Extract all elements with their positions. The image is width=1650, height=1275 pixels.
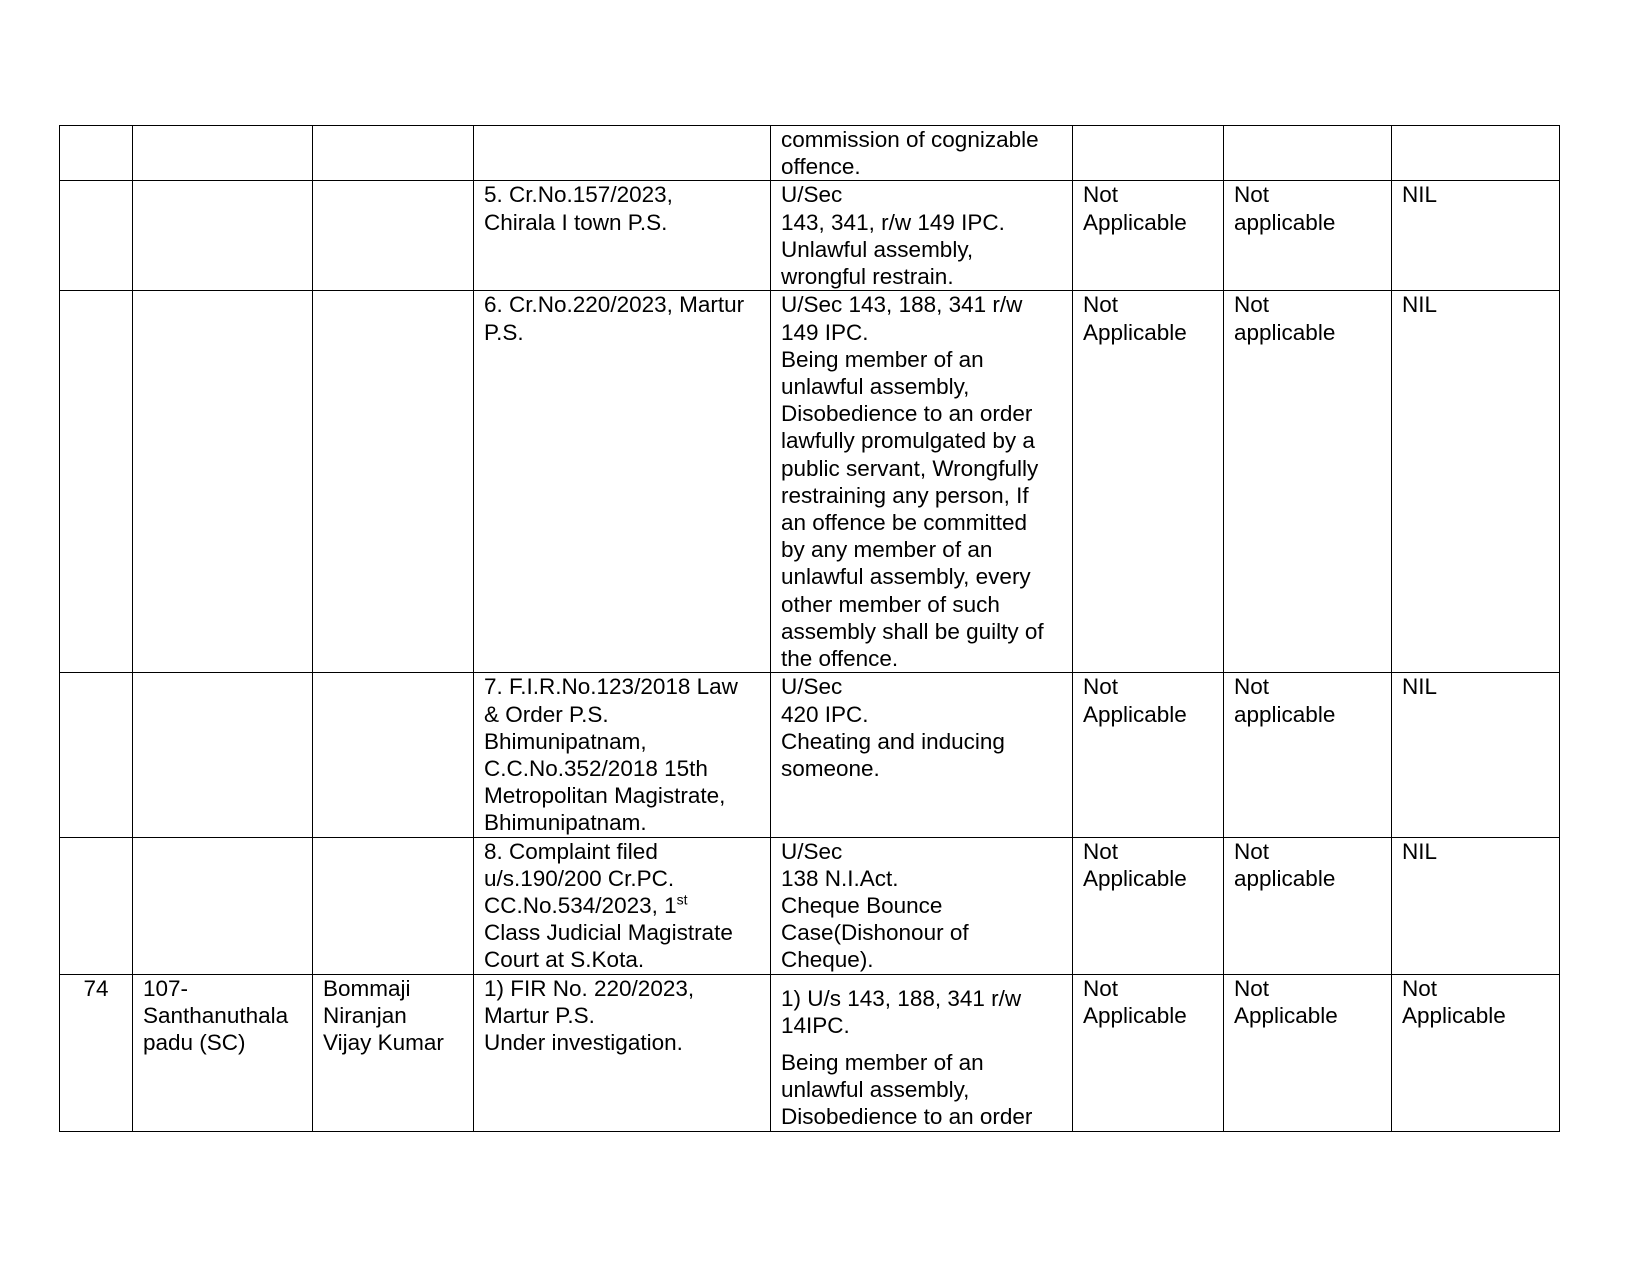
status-cell: Not applicable [1224, 837, 1392, 974]
case-details-cell [474, 126, 771, 181]
table-row [60, 673, 1560, 837]
ordinal-superscript: st [676, 891, 688, 908]
sections-paragraph: 1) U/s 143, 188, 341 r/w 14IPC. [781, 985, 1022, 1038]
sections-cell: U/Sec 143, 341, r/w 149 IPC. Unlawful assembly, wrongful restrain. [771, 181, 1073, 291]
complaint-text-part2: Class Judicial Magistrate Court at S.Kota. [484, 920, 733, 973]
remarks-cell: NIL [1392, 181, 1560, 291]
remarks-cell: NIL [1392, 291, 1560, 673]
applicability-cell [1073, 126, 1224, 181]
serial-number-cell [60, 673, 133, 837]
constituency-cell [133, 181, 313, 291]
case-details-cell: 5. Cr.No.157/2023, Chirala I town P.S. [474, 181, 771, 291]
serial-number-cell [60, 837, 133, 974]
constituency-cell: 107- Santhanuthala padu (SC) [133, 974, 313, 1131]
sections-cell [771, 974, 1073, 1131]
applicability-cell: Not Applicable [1073, 837, 1224, 974]
case-details-cell: 7. F.I.R.No.123/2018 Law & Order P.S. Bhimunipatnam, C.C.No.352/2018 15th Metropolitan Magistrate, Bhimunipatnam. [474, 673, 771, 837]
serial-number-cell: 74 [60, 974, 133, 1131]
applicability-cell: Not Applicable [1073, 673, 1224, 837]
remarks-cell: NIL [1392, 673, 1560, 837]
candidate-name-cell [313, 126, 474, 181]
status-cell: Not applicable [1224, 181, 1392, 291]
status-cell: Not applicable [1224, 291, 1392, 673]
serial-number-cell [60, 126, 133, 181]
complaint-text-part1: 8. Complaint filed u/s.190/200 Cr.PC. CC.No.534/2023, 1 [484, 838, 677, 919]
status-cell: Not Applicable [1224, 974, 1392, 1131]
case-details-cell: 6. Cr.No.220/2023, Martur P.S. [474, 291, 771, 673]
candidate-name-cell: Bommaji Niranjan Vijay Kumar [313, 974, 474, 1131]
remarks-cell [1392, 126, 1560, 181]
table-row [60, 974, 1560, 1131]
sections-cell: commission of cognizable offence. [771, 126, 1073, 181]
case-details-cell [474, 837, 771, 974]
constituency-cell [133, 126, 313, 181]
sections-cell: U/Sec 420 IPC. Cheating and inducing someone. [771, 673, 1073, 837]
candidate-name-cell [313, 673, 474, 837]
serial-number-cell [60, 291, 133, 673]
candidate-name-cell [313, 837, 474, 974]
offence-description: Being member of an unlawful assembly, Disobedience to an order [781, 1050, 1033, 1130]
candidate-name-cell [313, 291, 474, 673]
sections-cell: U/Sec 138 N.I.Act. Cheque Bounce Case(Dishonour of Cheque). [771, 837, 1073, 974]
table-row [60, 126, 1560, 181]
candidate-name-cell [313, 181, 474, 291]
cases-table [59, 125, 1560, 1132]
table-row [60, 837, 1560, 974]
status-cell: Not applicable [1224, 673, 1392, 837]
status-cell [1224, 126, 1392, 181]
applicability-cell: Not Applicable [1073, 974, 1224, 1131]
case-details-cell: 1) FIR No. 220/2023, Martur P.S. Under investigation. [474, 974, 771, 1131]
remarks-cell: Not Applicable [1392, 974, 1560, 1131]
constituency-cell [133, 837, 313, 974]
applicability-cell: Not Applicable [1073, 181, 1224, 291]
constituency-cell [133, 673, 313, 837]
constituency-cell [133, 291, 313, 673]
sections-cell: U/Sec 143, 188, 341 r/w 149 IPC. Being member of an unlawful assembly, Disobedience to an order lawfully promulgated by a public servant, Wrongfully restraining any person, If an offence be committed by any member of an unlawful assembly, every other member of such assembly shall be guilty of the offence. [771, 291, 1073, 673]
serial-number-cell [60, 181, 133, 291]
table-row [60, 291, 1560, 673]
applicability-cell: Not Applicable [1073, 291, 1224, 673]
table-row [60, 181, 1560, 291]
remarks-cell: NIL [1392, 837, 1560, 974]
